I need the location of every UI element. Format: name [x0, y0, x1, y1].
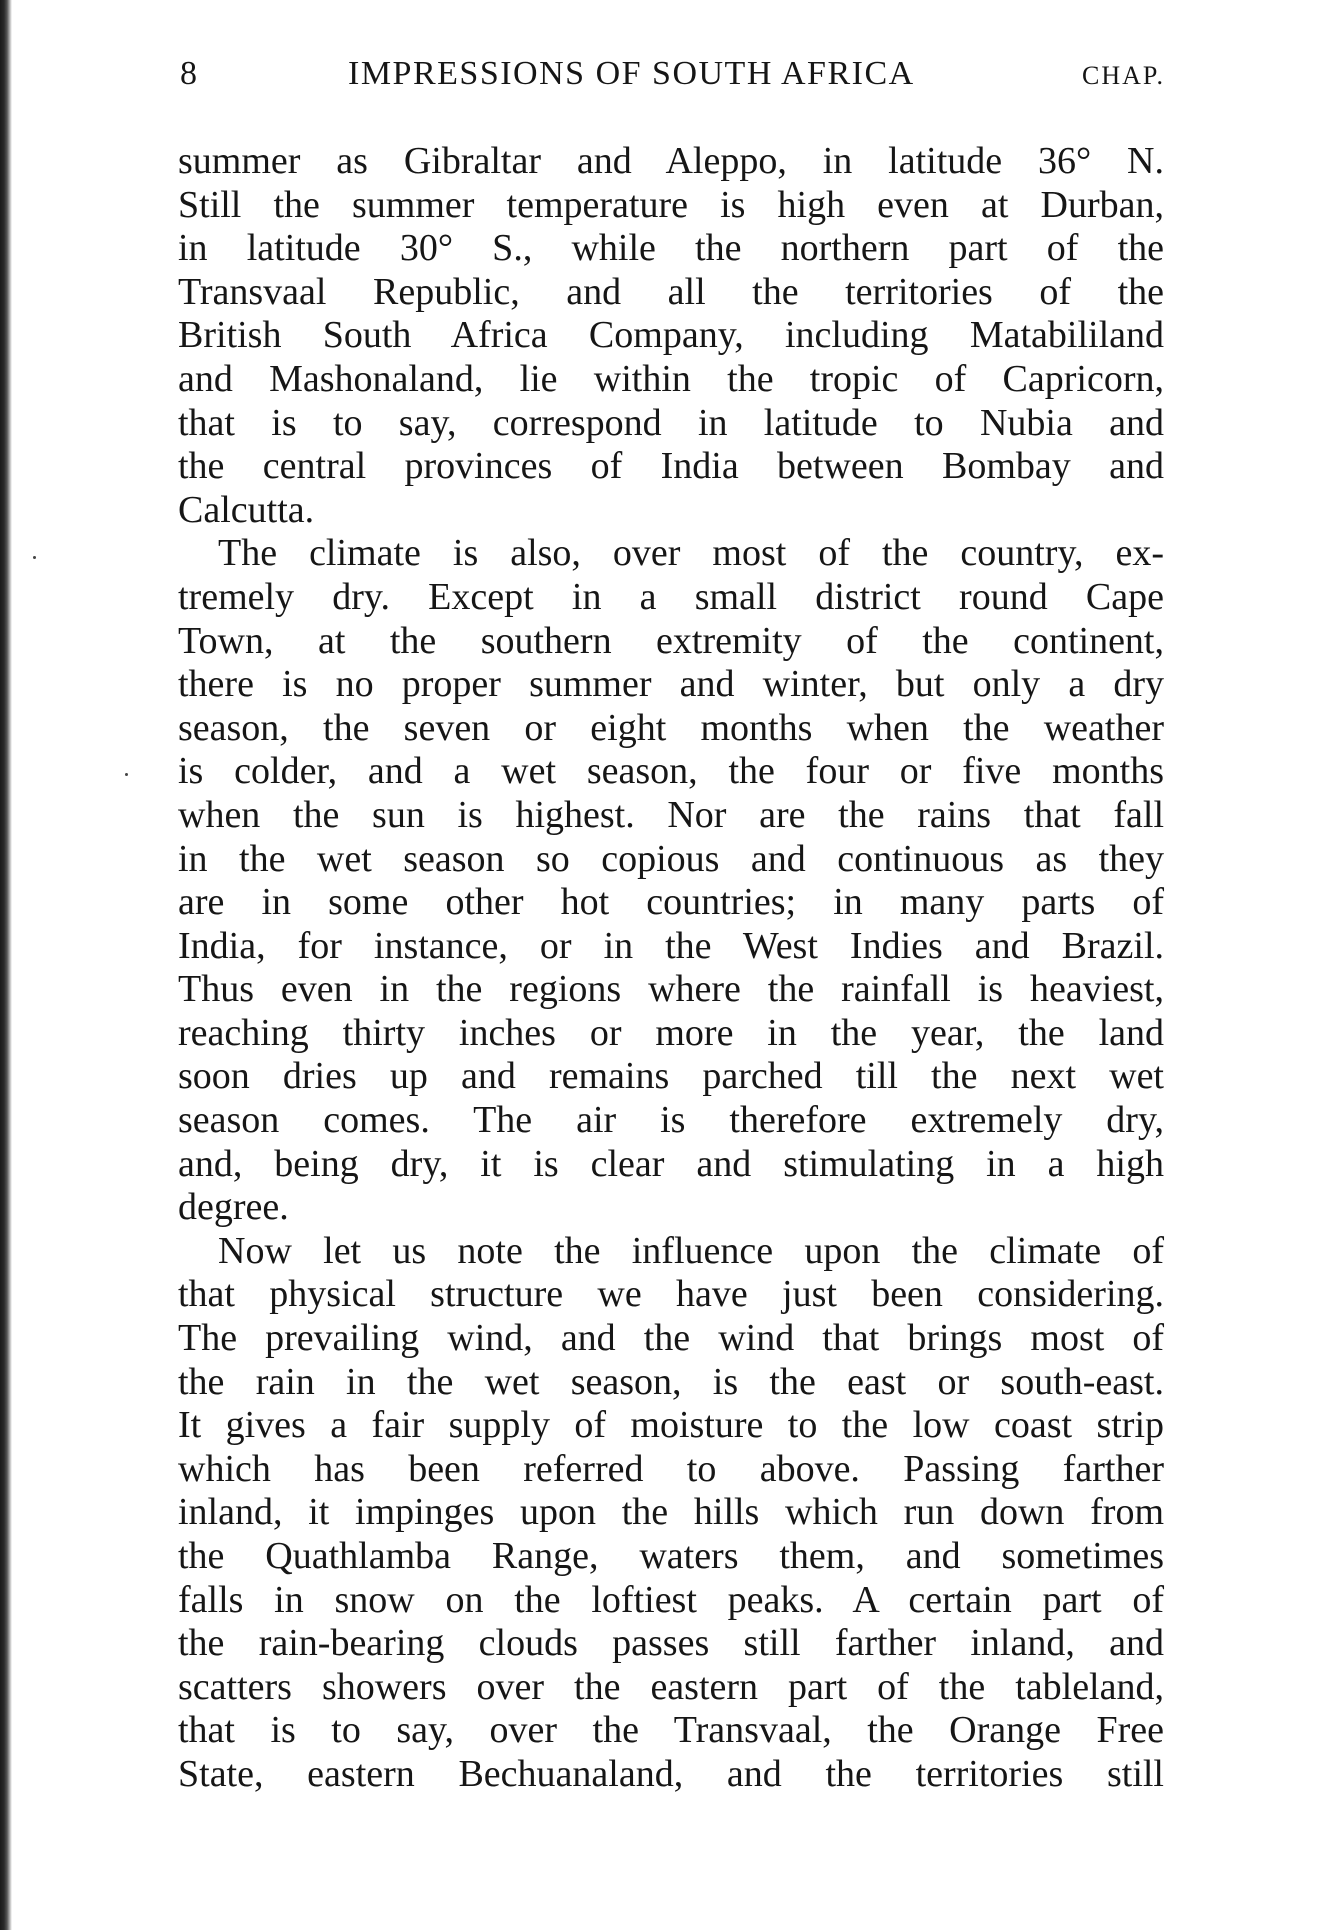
- text-line: India, for instance, or in the West Indies and Brazil.: [178, 924, 1164, 967]
- text-line: Thus even in the regions where the rainfall is heaviest,: [178, 968, 1164, 1011]
- text-line: the rain in the wet season, is the east or south-east.: [178, 1360, 1164, 1403]
- text-line: and, being dry, it is clear and stimulating in a high: [178, 1142, 1164, 1185]
- text-line: is colder, and a wet season, the four or five months: [178, 750, 1164, 793]
- text-line: are in some other hot countries; in many parts of: [178, 881, 1164, 924]
- text-line: State, eastern Bechuanaland, and the territories still: [178, 1752, 1164, 1795]
- running-title: IMPRESSIONS OF SOUTH AFRICA: [348, 55, 915, 92]
- text-line: and Mashonaland, lie within the tropic of Capricorn,: [178, 357, 1164, 400]
- text-line: there is no proper summer and winter, but only a dry: [178, 663, 1164, 706]
- text-line: British South Africa Company, including Matabililand: [178, 314, 1164, 357]
- text-line: Transvaal Republic, and all the territories of the: [178, 270, 1164, 313]
- text-line: season, the seven or eight months when the weather: [178, 706, 1164, 749]
- text-line: scatters showers over the eastern part of the tableland,: [178, 1665, 1164, 1708]
- text-line: which has been referred to above. Passing farther: [178, 1447, 1164, 1490]
- text-line: when the sun is highest. Nor are the rains that fall: [178, 793, 1164, 836]
- text-line: in latitude 30° S., while the northern part of the: [178, 227, 1164, 270]
- text-line: It gives a fair supply of moisture to the low coast strip: [178, 1404, 1164, 1447]
- text-line: that is to say, over the Transvaal, the Orange Free: [178, 1709, 1164, 1752]
- body-text: [178, 140, 1164, 1797]
- running-header: [180, 55, 1165, 105]
- text-line: the Quathlamba Range, waters them, and sometimes: [178, 1535, 1164, 1577]
- chapter-label: CHAP.: [1082, 61, 1165, 90]
- text-line: the rain-bearing clouds passes still farther inland, and: [178, 1622, 1164, 1665]
- text-line: season comes. The air is therefore extremely dry,: [178, 1099, 1164, 1142]
- text-line: Town, at the southern extremity of the continent,: [178, 619, 1164, 662]
- text-line: inland, it impinges upon the hills which run down from: [178, 1491, 1164, 1534]
- text-line: tremely dry. Except in a small district round Cape: [178, 575, 1164, 618]
- text-line: the central provinces of India between Bombay and: [178, 445, 1164, 488]
- text-line: falls in snow on the loftiest peaks. A certain part of: [178, 1578, 1164, 1621]
- ink-speck: [33, 556, 36, 559]
- text-line: that physical structure we have just been considering.: [178, 1273, 1164, 1316]
- text-line: summer as Gibraltar and Aleppo, in latitude 36° N.: [178, 140, 1164, 182]
- ink-speck: [125, 773, 128, 776]
- text-line: Now let us note the influence upon the climate of: [218, 1229, 1164, 1272]
- text-line: in the wet season so copious and continuous as they: [178, 837, 1164, 880]
- page-number: 8: [180, 55, 198, 92]
- text-line: The prevailing wind, and the wind that brings most of: [178, 1317, 1164, 1360]
- text-line: degree.: [178, 1186, 289, 1229]
- text-line: soon dries up and remains parched till the next wet: [178, 1055, 1164, 1098]
- page-spine-edge: [0, 0, 12, 1930]
- text-line: that is to say, correspond in latitude to Nubia and: [178, 401, 1164, 444]
- text-line: The climate is also, over most of the country, ex-: [218, 532, 1164, 575]
- text-line: Calcutta.: [178, 488, 315, 531]
- text-line: Still the summer temperature is high even at Durban,: [178, 183, 1164, 226]
- text-line: reaching thirty inches or more in the year, the land: [178, 1011, 1164, 1054]
